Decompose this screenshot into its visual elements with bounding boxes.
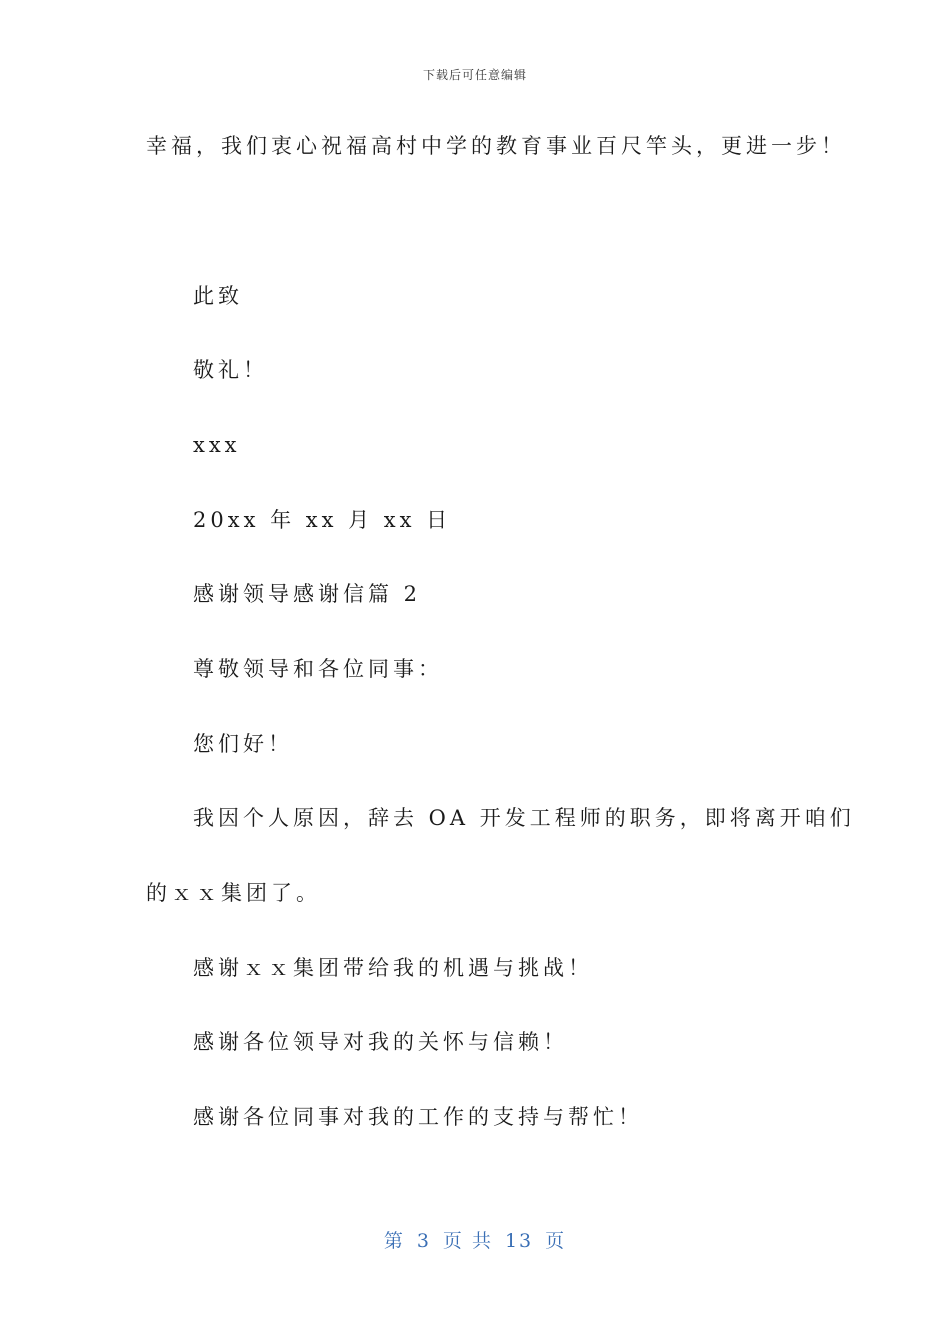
paragraph-line: 感谢ｘｘ集团带给我的机遇与挑战！ bbox=[193, 956, 593, 980]
paragraph-line: 感谢各位领导对我的关怀与信赖！ bbox=[193, 1030, 568, 1054]
paragraph-line: 幸福，我们衷心祝福高村中学的教育事业百尺竿头，更进一步！ bbox=[146, 134, 846, 158]
greeting-line: 尊敬领导和各位同事： bbox=[193, 657, 443, 681]
footer-suffix: 页 bbox=[545, 1230, 567, 1252]
paragraph-line: 感谢各位同事对我的工作的支持与帮忙！ bbox=[193, 1105, 643, 1129]
header-note: 下载后可任意编辑 bbox=[422, 68, 527, 82]
signature-date: 20xx 年 xx 月 xx 日 bbox=[193, 508, 452, 532]
current-page-number: 3 bbox=[416, 1230, 431, 1252]
closing-salutation: 此致 bbox=[193, 284, 243, 308]
closing-regards: 敬礼！ bbox=[193, 358, 268, 382]
footer-prefix: 第 bbox=[383, 1230, 405, 1252]
footer-middle: 页 共 bbox=[442, 1230, 493, 1252]
paragraph-line: 我因个人原因，辞去 OA 开发工程师的职务，即将离开咱们 bbox=[193, 806, 855, 830]
total-page-count: 13 bbox=[504, 1230, 534, 1252]
section-title: 感谢领导感谢信篇 2 bbox=[193, 582, 422, 606]
greeting-hello: 您们好！ bbox=[193, 732, 293, 756]
signature-name: xxx bbox=[193, 433, 241, 457]
page-footer bbox=[0, 1226, 950, 1253]
paragraph-line: 的ｘｘ集团了。 bbox=[146, 881, 321, 905]
